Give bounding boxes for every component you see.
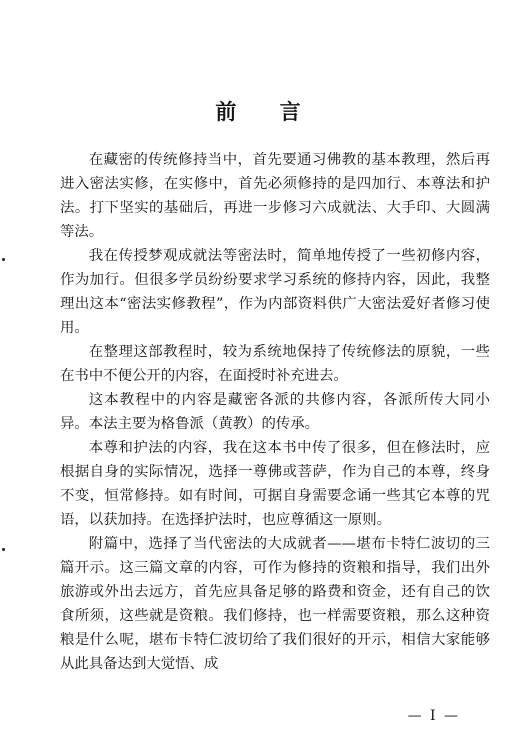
- page-title: 前 言: [215, 99, 319, 124]
- body-text: [60, 148, 490, 676]
- paragraph: 这本教程中的内容是藏密各派的共修内容，各派所传大同小异。本法主要为格鲁派（黄教）的传承。: [60, 392, 490, 432]
- margin-mark: [2, 548, 5, 551]
- margin-mark: [2, 258, 5, 261]
- paragraph: 附篇中，选择了当代密法的大成就者——堪布卡特仁波切的三篇开示。这三篇文章的内容，可作为修持的资粮和指导，我们出外旅游或外出去远方，首先应具备足够的路费和资金，还有自己的饮食所须，这些就是资粮。我们修持，也一样需要资粮，那么这种资粮是什么呢，堪布卡特仁波切给了我们很好的开示，相信大家能够从此具备达到大觉悟、成: [60, 536, 490, 672]
- paragraph: 在整理这部教程时，较为系统地保持了传统修法的原貌，一些在书中不便公开的内容，在面授时补充进去。: [60, 344, 490, 384]
- paragraph: 我在传授梦观成就法等密法时，简单地传授了一些初修内容，作为加行。但很多学员纷纷要求学习系统的修持内容，因此，我整理出这本“密法实修教程”，作为内部资料供广大密法爱好者修习使用。: [60, 248, 490, 336]
- paragraph: 本尊和护法的内容，我在这本书中传了很多，但在修法时，应根据自身的实际情况，选择一尊佛或菩萨，作为自己的本尊，终身不变，恒常修持。如有时间，可据自身需要念诵一些其它本尊的咒语，以获加持。在选择护法时，也应尊循这一原则。: [60, 440, 490, 528]
- paragraph: 在藏密的传统修持当中，首先要通习佛教的基本教理，然后再进入密法实修，在实修中，首先必须修持的是四加行、本尊法和护法。打下坚实的基础后，再进一步修习六成就法、大手印、大圆满等法。: [60, 152, 490, 240]
- page-number: — I —: [407, 708, 460, 724]
